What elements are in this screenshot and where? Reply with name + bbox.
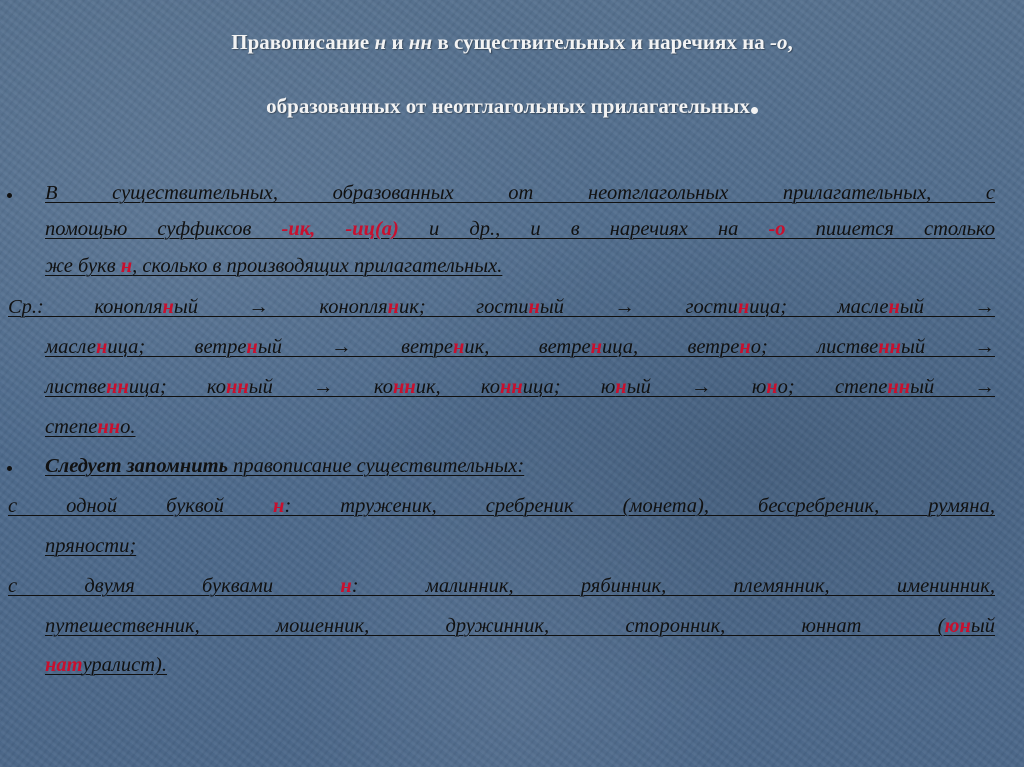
letter-highlight: нн (878, 336, 902, 358)
single-n-line-1 (8, 494, 995, 520)
letter-highlight: нн (392, 376, 416, 398)
rule-text: , сколько в производящих прилагательных. (132, 255, 503, 277)
example-text: о. (120, 416, 136, 438)
single-text: с одной буквой (8, 495, 274, 517)
example-text: степе (45, 416, 98, 438)
rule-text: же букв (45, 255, 121, 277)
example-text: ый → (899, 296, 995, 318)
rule-text: пишется столько (785, 218, 995, 240)
page-title-line-2 (0, 94, 1024, 119)
double-n-line-3 (45, 653, 995, 679)
rule-text: и др., и в наречиях на (398, 218, 769, 240)
single-n-line-2 (45, 534, 995, 560)
example-text: ик, ко (415, 376, 500, 398)
examples-line-4 (45, 415, 995, 441)
letter-highlight: нн (226, 376, 249, 398)
double-text: с двумя буквами (8, 575, 341, 597)
example-text: ый → ю (626, 376, 767, 398)
title-text: Правописание (231, 30, 375, 54)
letter-highlight: нн (97, 416, 121, 438)
example-text: Ср.: конопля (8, 296, 163, 318)
title-dot-icon (751, 107, 758, 114)
double-n-line-1 (8, 574, 995, 600)
bullet-icon (7, 466, 12, 471)
example-text: ик; гости (399, 296, 529, 318)
example-text: ый → (901, 336, 995, 358)
letter-highlight: н (387, 296, 400, 318)
letter-highlight: н (246, 336, 258, 358)
letter-highlight: нн (106, 376, 129, 398)
example-text: масле (45, 336, 96, 358)
letter-highlight: н (95, 336, 108, 358)
example-text: ый → (910, 376, 996, 398)
example-text: ый → ко (248, 376, 393, 398)
example-text: ый → ветре (257, 336, 454, 358)
double-text: ый (970, 615, 995, 637)
remember-line (45, 454, 995, 480)
letter-highlight: н (120, 255, 133, 277)
title-comma: , (787, 30, 793, 54)
example-text: о; степе (777, 376, 888, 398)
examples-line-2 (45, 335, 995, 361)
title-text: образованных от неотглагольных прилагательных (266, 94, 750, 118)
remember-label: Следует запомнить (45, 455, 228, 477)
title-nn: нн (408, 30, 433, 54)
example-text: ый → гости (539, 296, 738, 318)
title-text: и (386, 30, 409, 54)
rule-line-2 (45, 217, 995, 243)
double-text: путешественник, мошенник, дружинник, сторонник, юннат ( (45, 615, 945, 637)
letter-highlight: н (888, 296, 900, 318)
examples-line-3 (45, 375, 995, 401)
rule-text: В существительных, образованных от неотглагольных прилагательных, с (45, 182, 995, 204)
letter-highlight: н (737, 296, 750, 318)
letter-highlight: н (528, 296, 540, 318)
letter-highlight: нн (887, 376, 911, 398)
title-text: в существительных и наречиях на (432, 30, 770, 54)
double-text: уралист). (82, 654, 167, 676)
single-text: : труженик, сребреник (монета), бессребреник, румяна, (284, 495, 995, 517)
single-text: пряности; (45, 535, 137, 557)
example-text: ица; ю (522, 376, 616, 398)
page-title-line-1 (0, 30, 1024, 55)
letter-highlight: нат (45, 654, 83, 676)
rule-text: помощью суффиксов (45, 218, 282, 240)
example-text: о; листве (750, 336, 879, 358)
title-suffix-o: -о (770, 30, 788, 54)
suffix-highlight: -ик, -иц(а) (281, 218, 399, 240)
examples-line-1 (8, 295, 995, 321)
suffix-highlight: -о (768, 218, 786, 240)
example-text: ица, ветре (601, 336, 740, 358)
title-n: н (374, 30, 387, 54)
double-n-line-2 (45, 614, 995, 640)
remember-text: правописание существительных: (227, 455, 525, 477)
example-text: ица; масле (749, 296, 889, 318)
rule-line-3 (45, 254, 995, 280)
letter-highlight: н (739, 336, 751, 358)
letter-highlight: н (453, 336, 465, 358)
example-text: листве (45, 376, 107, 398)
letter-highlight: н (340, 575, 352, 597)
letter-highlight: н (162, 296, 174, 318)
letter-highlight: н (273, 495, 285, 517)
example-text: ица; ветре (107, 336, 247, 358)
letter-highlight: юн (944, 615, 971, 637)
letter-highlight: нн (500, 376, 523, 398)
example-text: ик, ветре (464, 336, 591, 358)
letter-highlight: н (766, 376, 778, 398)
bullet-icon (7, 193, 12, 198)
letter-highlight: н (590, 336, 602, 358)
double-text: : малинник, рябинник, племянник, именинник, (351, 575, 996, 597)
example-text: ица; ко (128, 376, 226, 398)
example-text: ый → конопля (173, 296, 388, 318)
letter-highlight: н (615, 376, 627, 398)
rule-line-1 (45, 181, 995, 207)
